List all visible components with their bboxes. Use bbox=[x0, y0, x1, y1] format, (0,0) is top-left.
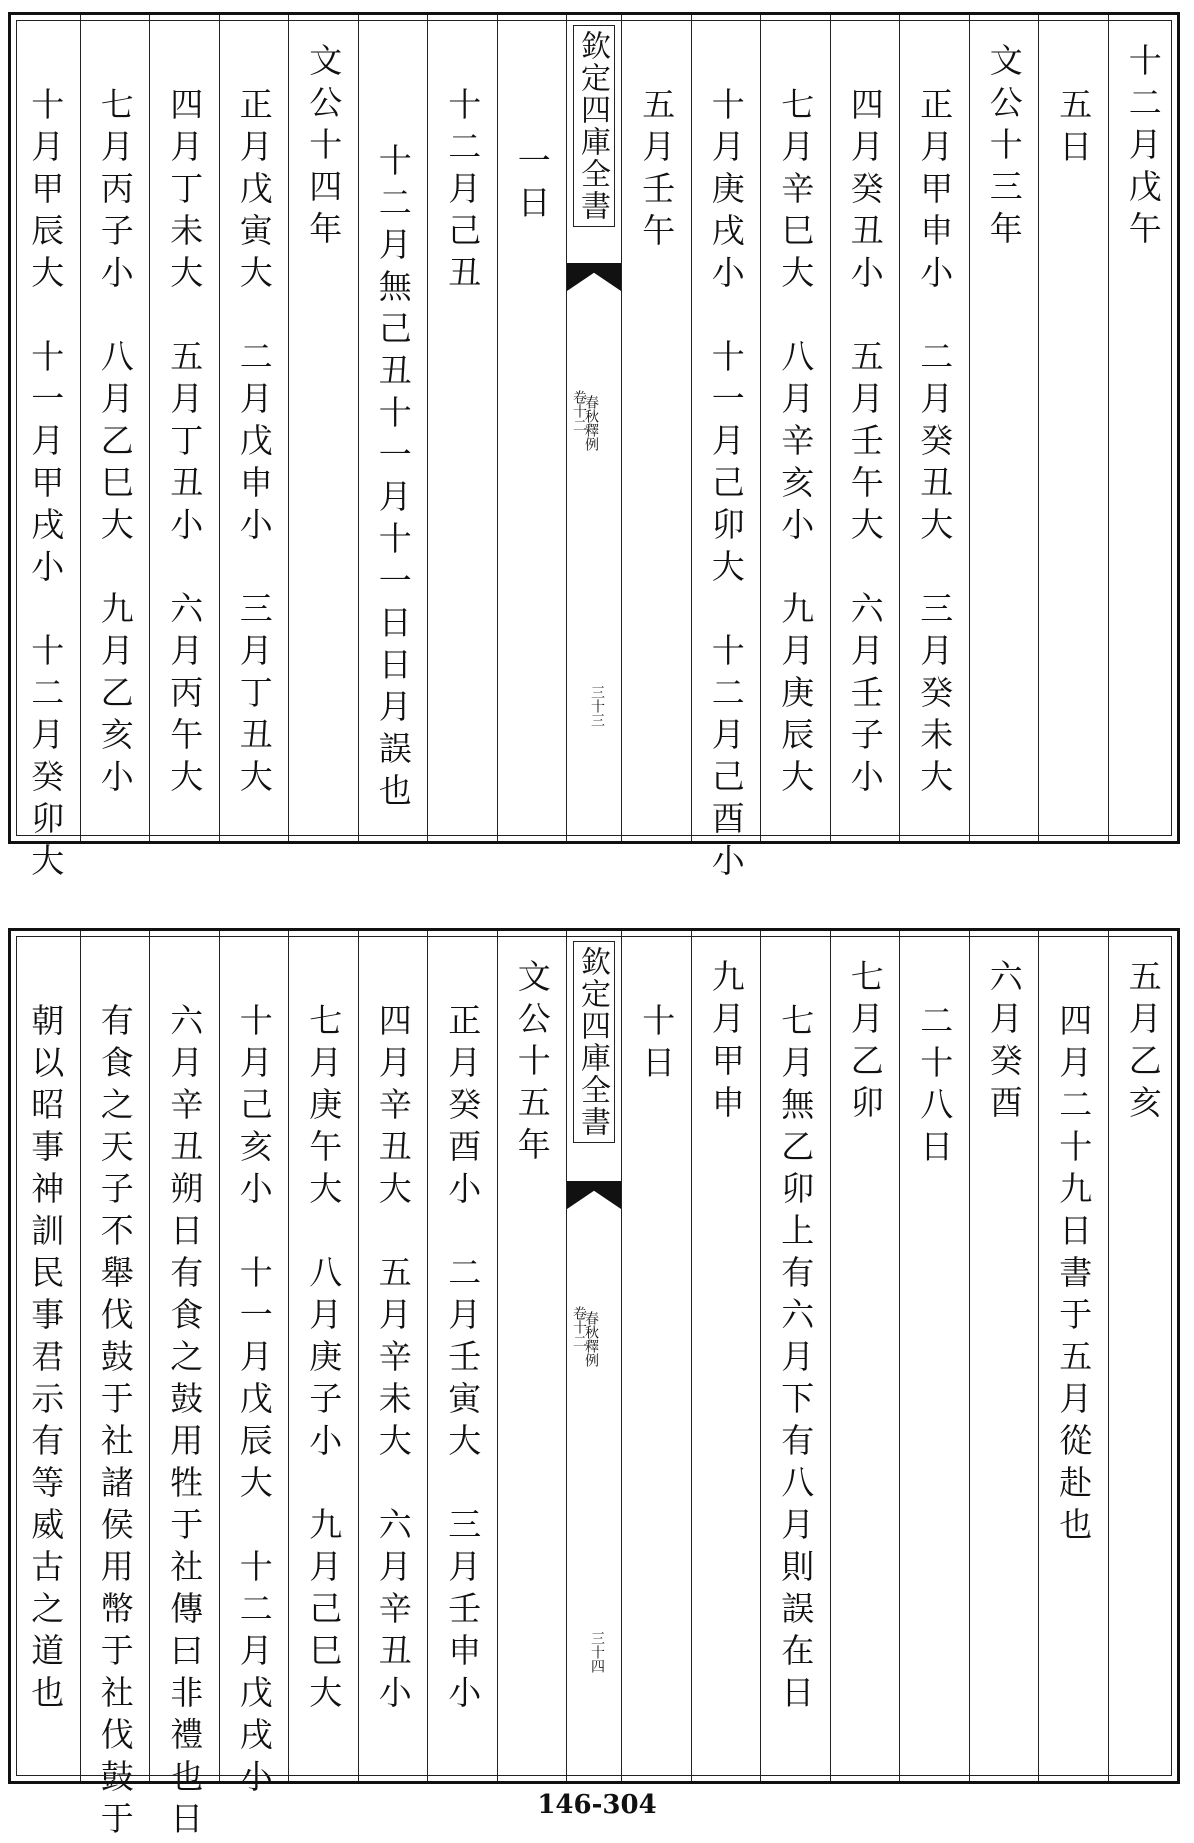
text-column bbox=[219, 931, 289, 1801]
column-text: 四月癸丑小 五月壬午大 六月壬子小 bbox=[845, 87, 885, 801]
book-title: 欽定四庫全書 bbox=[573, 941, 615, 1143]
column-text: 七月庚午大 八月庚子小 九月己巳大 bbox=[304, 1003, 344, 1717]
fish-tail-mark bbox=[567, 263, 621, 291]
column-text: 六月癸酉 bbox=[984, 959, 1024, 1127]
column-text: 正月甲申小 二月癸丑大 三月癸未大 bbox=[915, 87, 955, 801]
page-number: 146-304 bbox=[537, 1790, 657, 1820]
text-column bbox=[691, 931, 761, 1781]
text-column bbox=[899, 931, 969, 1781]
text-column bbox=[149, 15, 219, 841]
text-column bbox=[497, 15, 567, 841]
text-column bbox=[358, 15, 428, 841]
text-column bbox=[288, 15, 358, 841]
text-column bbox=[760, 15, 830, 841]
text-column bbox=[427, 15, 497, 841]
text-column bbox=[1108, 931, 1178, 1781]
book-title: 欽定四庫全書 bbox=[573, 25, 615, 227]
text-column bbox=[691, 15, 761, 885]
upper-page bbox=[8, 12, 1180, 885]
column-text: 二十八日 bbox=[915, 1003, 955, 1171]
text-column bbox=[760, 931, 830, 1781]
text-column bbox=[899, 15, 969, 841]
center-fold bbox=[566, 15, 621, 841]
text-column bbox=[497, 931, 567, 1781]
column-text: 五日 bbox=[1054, 87, 1094, 171]
center-fold bbox=[566, 931, 621, 1781]
column-text: 七月辛巳大 八月辛亥小 九月庚辰大 bbox=[776, 87, 816, 801]
text-column bbox=[358, 931, 428, 1781]
text-column bbox=[1038, 931, 1108, 1781]
column-text: 七月乙卯 bbox=[845, 959, 885, 1127]
text-column bbox=[219, 15, 289, 841]
text-column bbox=[149, 931, 219, 1843]
column-text: 正月癸酉小 二月壬寅大 三月壬申小 bbox=[443, 1003, 483, 1717]
text-column bbox=[1108, 15, 1178, 841]
column-text: 四月辛丑大 五月辛未大 六月辛丑小 bbox=[373, 1003, 413, 1717]
column-text: 四月丁未大 五月丁丑小 六月丙午大 bbox=[165, 87, 205, 801]
text-column bbox=[830, 15, 900, 841]
column-text: 朝以昭事神訓民事君示有等威古之道也 bbox=[26, 1003, 66, 1717]
text-column bbox=[80, 15, 150, 841]
fish-tail-mark bbox=[567, 1181, 621, 1209]
column-text: 七月丙子小 八月乙巳大 九月乙亥小 bbox=[95, 87, 135, 801]
column-text: 一日 bbox=[512, 143, 552, 227]
folio-number: 三十四 bbox=[589, 1631, 605, 1673]
column-text: 十二月戊午 bbox=[1123, 43, 1163, 253]
column-text: 十日 bbox=[637, 1003, 677, 1087]
folio-number: 三十三 bbox=[589, 685, 605, 727]
text-column bbox=[1038, 15, 1108, 841]
text-column bbox=[830, 931, 900, 1781]
column-text: 九月甲申 bbox=[706, 959, 746, 1127]
column-text: 十二月己丑 bbox=[443, 87, 483, 297]
column-text: 六月辛丑朔日有食之鼓用牲于社傳曰非禮也日 bbox=[165, 1003, 205, 1843]
text-column bbox=[288, 931, 358, 1781]
column-text: 十月庚戌小 十一月己卯大 十二月己酉小 bbox=[706, 87, 746, 885]
column-text: 十月己亥小 十一月戊辰大 十二月戊戌小 bbox=[234, 1003, 274, 1801]
column-text: 四月二十九日書于五月從赴也 bbox=[1054, 1003, 1094, 1549]
column-text: 五月乙亥 bbox=[1123, 959, 1163, 1127]
text-column bbox=[969, 15, 1039, 841]
book-name: 春秋釋例 bbox=[583, 1311, 599, 1367]
text-column bbox=[80, 931, 150, 1843]
column-text: 有食之天子不舉伐鼓于社諸侯用幣于社伐鼓于 bbox=[95, 1003, 135, 1843]
column-text: 文公十三年 bbox=[984, 43, 1024, 253]
text-column bbox=[621, 931, 691, 1781]
column-text: 十月甲辰大 十一月甲戌小 十二月癸卯大 bbox=[26, 87, 66, 885]
text-column bbox=[427, 931, 497, 1781]
volume-label: 卷十二 bbox=[571, 390, 587, 432]
column-text: 七月無乙卯上有六月下有八月則誤在日 bbox=[776, 1003, 816, 1717]
column-text: 正月戊寅大 二月戊申小 三月丁丑大 bbox=[234, 87, 274, 801]
book-name: 春秋釋例 bbox=[583, 395, 599, 451]
column-text: 文公十五年 bbox=[512, 959, 552, 1169]
text-column bbox=[11, 931, 80, 1781]
text-column bbox=[621, 15, 691, 841]
column-text: 十二月無己丑十一月十一日日月誤也 bbox=[373, 143, 413, 815]
column-text: 文公十四年 bbox=[304, 43, 344, 253]
text-column bbox=[11, 15, 80, 885]
column-text: 五月壬午 bbox=[637, 87, 677, 255]
volume-label: 卷十二 bbox=[571, 1306, 587, 1348]
text-column bbox=[969, 931, 1039, 1781]
